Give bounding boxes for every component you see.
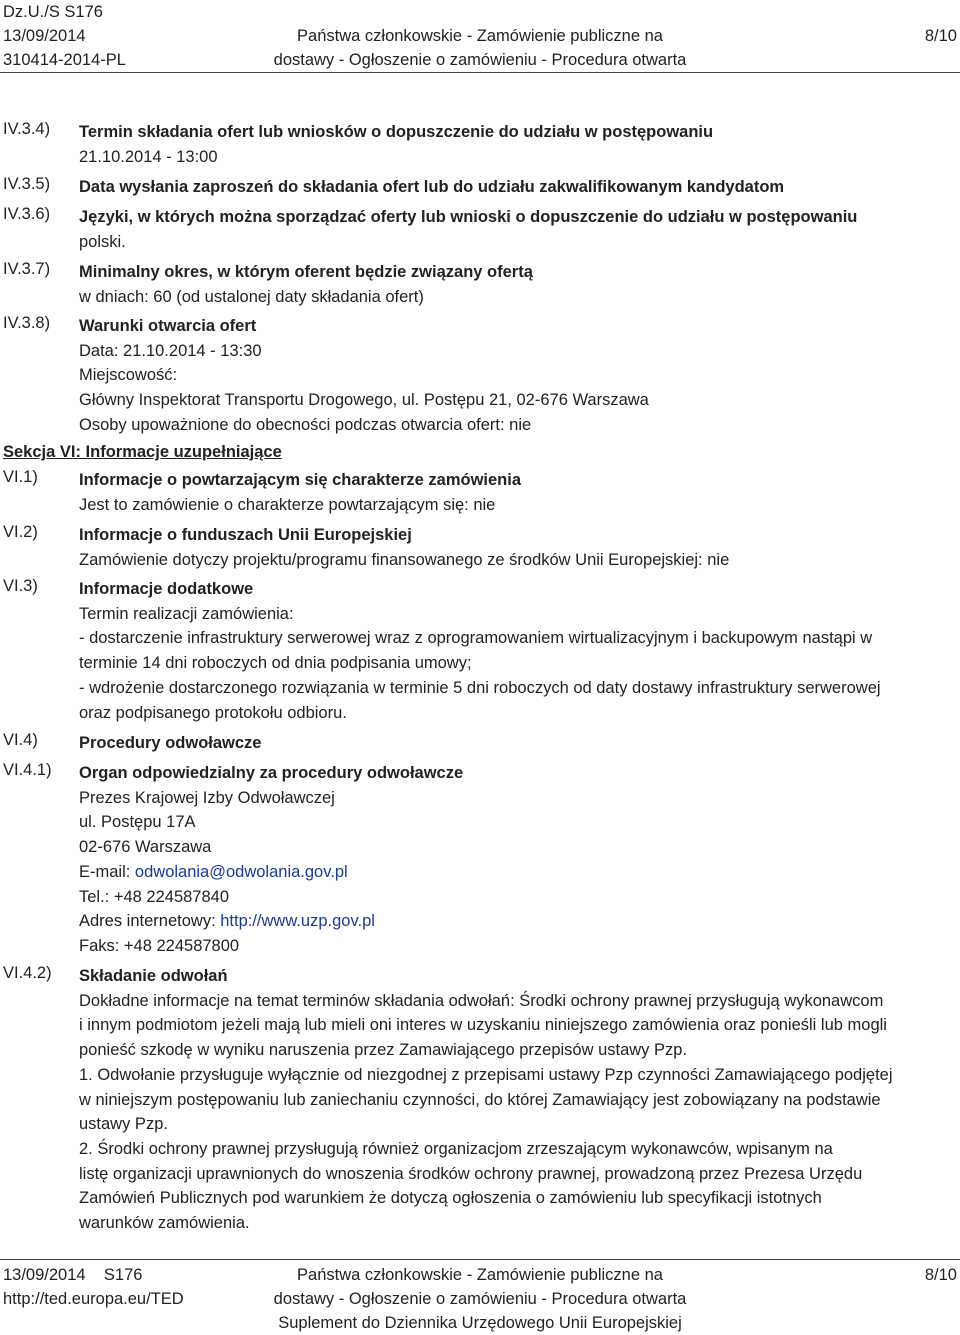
footer-title-line3: Suplement do Dziennika Urzędowego Unii Europejskiej xyxy=(278,1314,682,1332)
section-number: VI.3) xyxy=(3,577,38,595)
footer-title xyxy=(0,1263,960,1335)
appeal-line: w niniejszym postępowaniu lub zaniechaniu czynności, do której Zamawiający jest zobowiązany na podstawie xyxy=(79,1090,881,1109)
section-number: IV.3.8) xyxy=(3,314,51,332)
info-line: - dostarczenie infrastruktury serwerowej wraz z oprogramowaniem wirtualizacyjnym i backupowym nastąpi w xyxy=(79,629,873,648)
appeal-line: warunków zamówienia. xyxy=(79,1214,250,1233)
section-vi-heading: Sekcja VI: Informacje uzupełniające xyxy=(3,443,282,461)
section-title: Termin składania ofert lub wniosków o dopuszczenie do udziału w postępowaniu xyxy=(79,123,714,141)
section-title: Języki, w których można sporządzać oferty lub wnioski o dopuszczenie do udziału w postępowaniu xyxy=(79,208,858,226)
body-city: 02-676 Warszawa xyxy=(79,838,212,857)
fax: Faks: +48 224587800 xyxy=(79,936,240,955)
section-number: VI.4.1) xyxy=(3,761,52,779)
section-number: IV.3.5) xyxy=(3,175,51,193)
web-label: Adres internetowy: xyxy=(79,912,221,931)
section-title: Informacje dodatkowe xyxy=(79,580,254,598)
section-number: VI.4.2) xyxy=(3,964,52,982)
notice-id: 310414-2014-PL xyxy=(3,51,126,69)
email-row xyxy=(79,860,953,885)
section-title: Składanie odwołań xyxy=(79,967,228,985)
appeal-line: Dokładne informacje na temat terminów składania odwołań: Środki ochrony prawnej przysługują wykonawcom xyxy=(79,991,884,1010)
page-header xyxy=(0,0,960,70)
header-date: 13/09/2014 xyxy=(3,27,86,45)
web-link[interactable]: http://www.uzp.gov.pl xyxy=(220,912,375,931)
email-link[interactable]: odwolania@odwolania.gov.pl xyxy=(134,862,348,881)
info-line: Termin realizacji zamówienia: xyxy=(79,604,294,623)
section-title: Informacje o powtarzającym się charakterze zamówienia xyxy=(79,471,522,489)
email-label: E-mail: xyxy=(79,862,135,881)
footer-title-line2: dostawy - Ogłoszenie o zamówieniu - Procedura otwarta xyxy=(273,1290,687,1308)
section-value: w dniach: 60 (od ustalonej daty składania ofert) xyxy=(79,287,424,306)
footer-title-line1: Państwa członkowskie - Zamówienie publiczne na xyxy=(297,1266,663,1284)
section-number: IV.3.7) xyxy=(3,260,51,278)
appeal-line: ustawy Pzp. xyxy=(79,1115,168,1134)
section-number: VI.1) xyxy=(3,468,38,486)
phone: Tel.: +48 224587840 xyxy=(79,887,230,906)
section-number: IV.3.6) xyxy=(3,205,51,223)
footer-url: http://ted.europa.eu/TED xyxy=(3,1290,184,1308)
page-footer xyxy=(0,1263,960,1334)
journal-ref: Dz.U./S S176 xyxy=(3,3,103,21)
header-title xyxy=(0,24,960,72)
section-number: IV.3.4) xyxy=(3,120,51,138)
section-number: VI.4) xyxy=(3,731,38,749)
place-label: Miejscowość: xyxy=(79,366,178,385)
body-street: ul. Postępu 17A xyxy=(79,813,196,832)
header-title-line1: Państwa członkowskie - Zamówienie publiczne na xyxy=(297,27,663,45)
section-title: Procedury odwoławcze xyxy=(79,734,262,752)
appeal-line: 2. Środki ochrony prawnej przysługują również organizacjom zrzeszającym wykonawców, wpisanym na xyxy=(79,1139,833,1158)
section-value: Zamówienie dotyczy projektu/programu finansowanego ze środków Unii Europejskiej: nie xyxy=(79,550,730,569)
section-title: Data wysłania zaproszeń do składania ofert lub do udziału zakwalifikowanym kandydatom xyxy=(79,178,785,196)
header-title-line2: dostawy - Ogłoszenie o zamówieniu - Procedura otwarta xyxy=(273,51,687,69)
info-line: terminie 14 dni roboczych od dnia podpisania umowy; xyxy=(79,654,472,673)
info-line: - wdrożenie dostarczonego rozwiązania w terminie 5 dni roboczych od daty dostawy infrastruktury serwerowej xyxy=(79,678,881,697)
section-value: Jest to zamówienie o charakterze powtarzającym się: nie xyxy=(79,495,496,514)
body-name: Prezes Krajowej Izby Odwoławczej xyxy=(79,788,335,807)
persons-value: Osoby upoważnione do obecności podczas otwarcia ofert: nie xyxy=(79,415,532,434)
header-page-number: 8/10 xyxy=(924,27,957,45)
section-value: polski. xyxy=(79,232,126,251)
appeal-line: 1. Odwołanie przysługuje wyłącznie od niezgodnej z przepisami ustawy Pzp czynności Zamawiającego podjętej xyxy=(79,1065,893,1084)
appeal-line: listę organizacji uprawnionych do wnoszenia środków ochrony prawnej, prowadzoną przez Prezesa Urzędu xyxy=(79,1164,863,1183)
appeal-line: ponieść szkodę w wyniku naruszenia przez Zamawiającego przepisów ustawy Pzp. xyxy=(79,1041,688,1060)
section-title: Minimalny okres, w którym oferent będzie związany ofertą xyxy=(79,263,533,281)
info-line: oraz podpisanego protokołu odbioru. xyxy=(79,703,347,722)
header-divider xyxy=(0,72,960,73)
footer-divider xyxy=(0,1259,960,1260)
appeal-line: Zamówień Publicznych pod warunkiem że dotyczą ogłoszenia o zamówieniu lub specyfikacji istotnych xyxy=(79,1189,822,1208)
section-title: Informacje o funduszach Unii Europejskiej xyxy=(79,526,412,544)
section-number: VI.2) xyxy=(3,523,38,541)
appeal-line: i innym podmiotom jeżeli mają lub mieli oni interes w uzyskaniu niniejszego zamówienia oraz ponieśli lub mogli xyxy=(79,1016,887,1035)
place-value: Główny Inspektorat Transportu Drogowego, ul. Postępu 21, 02-676 Warszawa xyxy=(79,391,649,410)
footer-date-issue: 13/09/2014 S176 xyxy=(3,1266,143,1284)
web-row xyxy=(79,909,953,934)
section-value: 21.10.2014 - 13:00 xyxy=(79,147,218,166)
opening-date: Data: 21.10.2014 - 13:30 xyxy=(79,341,262,360)
section-title: Organ odpowiedzialny za procedury odwoławcze xyxy=(79,764,464,782)
footer-page-number: 8/10 xyxy=(924,1266,957,1284)
section-title: Warunki otwarcia ofert xyxy=(79,317,257,335)
